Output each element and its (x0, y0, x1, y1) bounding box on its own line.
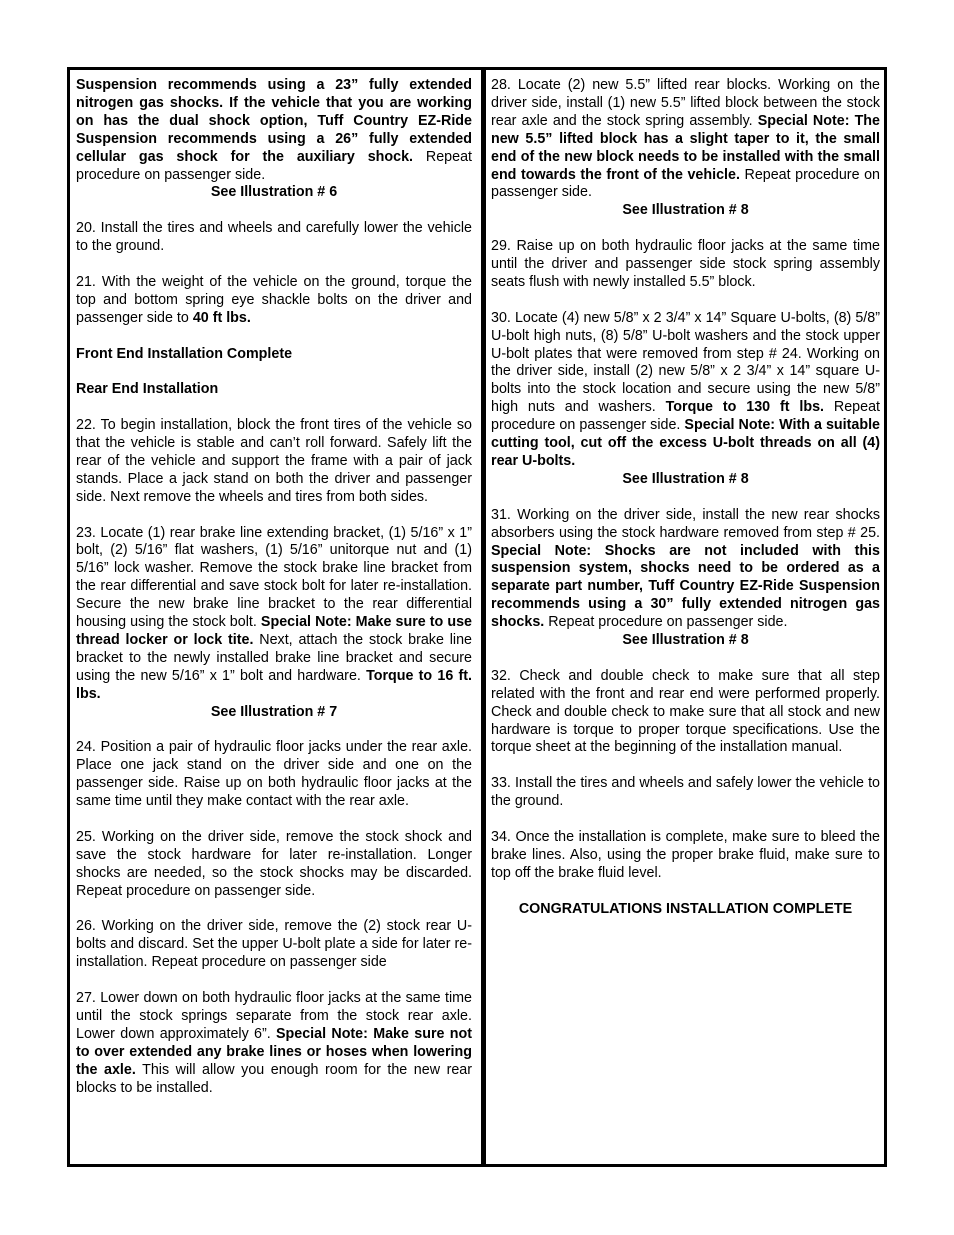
bold-text: Torque to 130 ft lbs. (665, 399, 825, 416)
section-heading-rear-installation: Rear End Installation (76, 381, 219, 398)
paragraph-24: 24. Position a pair of hydraulic floor jacks under the rear axle. Place one jack stand on the driver side and one on the passenger side. Raise up on both hydraulic floor jacks at the same time until they make contact with the rear axle. (76, 739, 472, 810)
completion-banner: CONGRATULATIONS INSTALLATION COMPLETE (518, 900, 853, 917)
body-text: Repeat procedure on passenger side. (491, 166, 880, 201)
paragraph-20: 20. Install the tires and wheels and carefully lower the vehicle to the ground. (76, 220, 472, 255)
bold-text: Special Note: The new 5.5” lifted block has a slight taper to it, the small end of the new block needs to be installed with the small end towards the front of the vehicle. (491, 112, 880, 183)
right-column (481, 70, 884, 1164)
paragraph-25: 25. Working on the driver side, remove the stock shock and save the stock hardware for later re-installation. Longer shocks are needed, so the stock shocks may be discarded. Repeat procedure on passenger side. (76, 828, 472, 899)
paragraph-19-continued (76, 77, 472, 202)
paragraph-34: 34. Once the installation is complete, make sure to bleed the brake lines. Also, using the proper brake fluid, make sure to top off the brake fluid level. (491, 828, 880, 881)
body-text: 31. Working on the driver side, install the new rear shocks absorbers using the stock hardware removed from step # 25. (491, 506, 880, 541)
body-text: Repeat procedure on passenger side. (491, 399, 880, 434)
bold-text: Suspension recommends using a 23” fully extended nitrogen gas shocks. If the vehicle that you are working on has the dual shock option, Tuff Country EZ-Ride Suspension recommends using a 26” fully extended cellular gas shock for the auxiliary shock. (76, 77, 472, 165)
paragraph-28 (491, 77, 880, 220)
bold-text: Torque to 16 ft. lbs. (76, 667, 472, 702)
body-text: 27. Lower down on both hydraulic floor jacks at the same time until the stock springs separate from the stock rear axle. Lower down approximately 6”. (76, 990, 472, 1042)
page-frame (67, 67, 887, 1167)
paragraph-23 (76, 525, 472, 722)
body-text: This will allow you enough room for the new rear blocks to be installed. (76, 1061, 472, 1096)
body-text: 28. Locate (2) new 5.5” lifted rear blocks. Working on the driver side, install (1) new 5.5” lifted block between the stock rear axle and the stock spring assembly. (491, 77, 880, 129)
section-heading-front-complete: Front End Installation Complete (76, 345, 293, 362)
paragraph-31 (491, 507, 880, 650)
body-text: Repeat procedure on passenger side. (544, 614, 788, 631)
bold-text: Special Note: Make sure not to over extended any brake lines or hoses when lowering the axle. (76, 1025, 472, 1078)
bold-text: Special Note: With a suitable cutting tool, cut off the excess U-bolt threads on all (4) rear U-bolts. (491, 417, 880, 469)
bold-text: Special Note: Shocks are not included with this suspension system, shocks need to be ordered as a separate part number, Tuff Country EZ-Ride Suspension recommends using a 30” fully extended nitrogen gas shocks. (491, 542, 880, 631)
paragraph-21 (76, 274, 472, 328)
paragraph-33: 33. Install the tires and wheels and safely lower the vehicle to the ground. (491, 775, 880, 810)
paragraph-22: 22. To begin installation, block the front tires of the vehicle so that the vehicle is stable and can’t roll forward. Safely lift the rear of the vehicle and support the frame with a pair of jack stands. Place a jack stand on both the driver and passenger side. Next remove the wheels and tires from both sides. (76, 417, 472, 505)
illustration-reference: See Illustration # 8 (622, 202, 749, 219)
paragraph-27 (76, 990, 472, 1097)
body-text: Repeat procedure on passenger side. (76, 148, 472, 183)
body-text: 23. Locate (1) rear brake line extending bracket, (1) 5/16” x 1” bolt, (2) 5/16” flat washers, (1) 5/16” unitorque nut and (1) 5/16” lock washer. Remove the stock brake line bracket from the rear differential and save stock bolt for later re-installation. Secure the new brake line bracket to the rear differential housing using the stock bolt. (76, 524, 472, 631)
paragraph-30 (491, 310, 880, 489)
illustration-reference: See Illustration # 8 (622, 470, 749, 487)
left-column (70, 70, 477, 1164)
body-text: 30. Locate (4) new 5/8” x 2 3/4” x 14” Square U-bolts, (8) 5/8” U-bolt high nuts, (8) 5/8” U-bolt washers and the stock upper U-bolt plates that were removed from step # 24. Working on the driver side, install (2) new 5/8” x 2 3/4” x 14” square U-bolts into the stock location and secure using the new 5/8” high nuts and washers. (491, 309, 880, 416)
bold-text: 40 ft lbs. (192, 309, 251, 326)
illustration-reference: See Illustration # 8 (622, 632, 749, 649)
illustration-reference: See Illustration # 6 (210, 184, 338, 201)
paragraph-29: 29. Raise up on both hydraulic floor jacks at the same time until the driver and passenger side stock spring assembly seats flush with newly installed 5.5” block. (491, 238, 880, 290)
bold-text: Special Note: Make sure to use thread locker or lock tite. (76, 614, 472, 648)
body-text: Next, attach the stock brake line bracket to the newly installed brake line bracket and secure using the new 5/16” x 1” bolt and hardware. (76, 632, 472, 684)
paragraph-26: 26. Working on the driver side, remove the (2) stock rear U-bolts and discard. Set the upper U-bolt plate a side for later re-installation. Repeat procedure on passenger side (76, 918, 472, 971)
illustration-reference: See Illustration # 7 (210, 703, 338, 720)
paragraph-32: 32. Check and double check to make sure that all step related with the front and rear end were performed properly. Check and double check to make sure that all stock and new hardware is torque to proper torque specifications. Use the torque sheet at the beginning of the installation manual. (491, 667, 880, 756)
body-text: 21. With the weight of the vehicle on the ground, torque the top and bottom spring eye shackle bolts on the driver and passenger side to (76, 273, 472, 326)
